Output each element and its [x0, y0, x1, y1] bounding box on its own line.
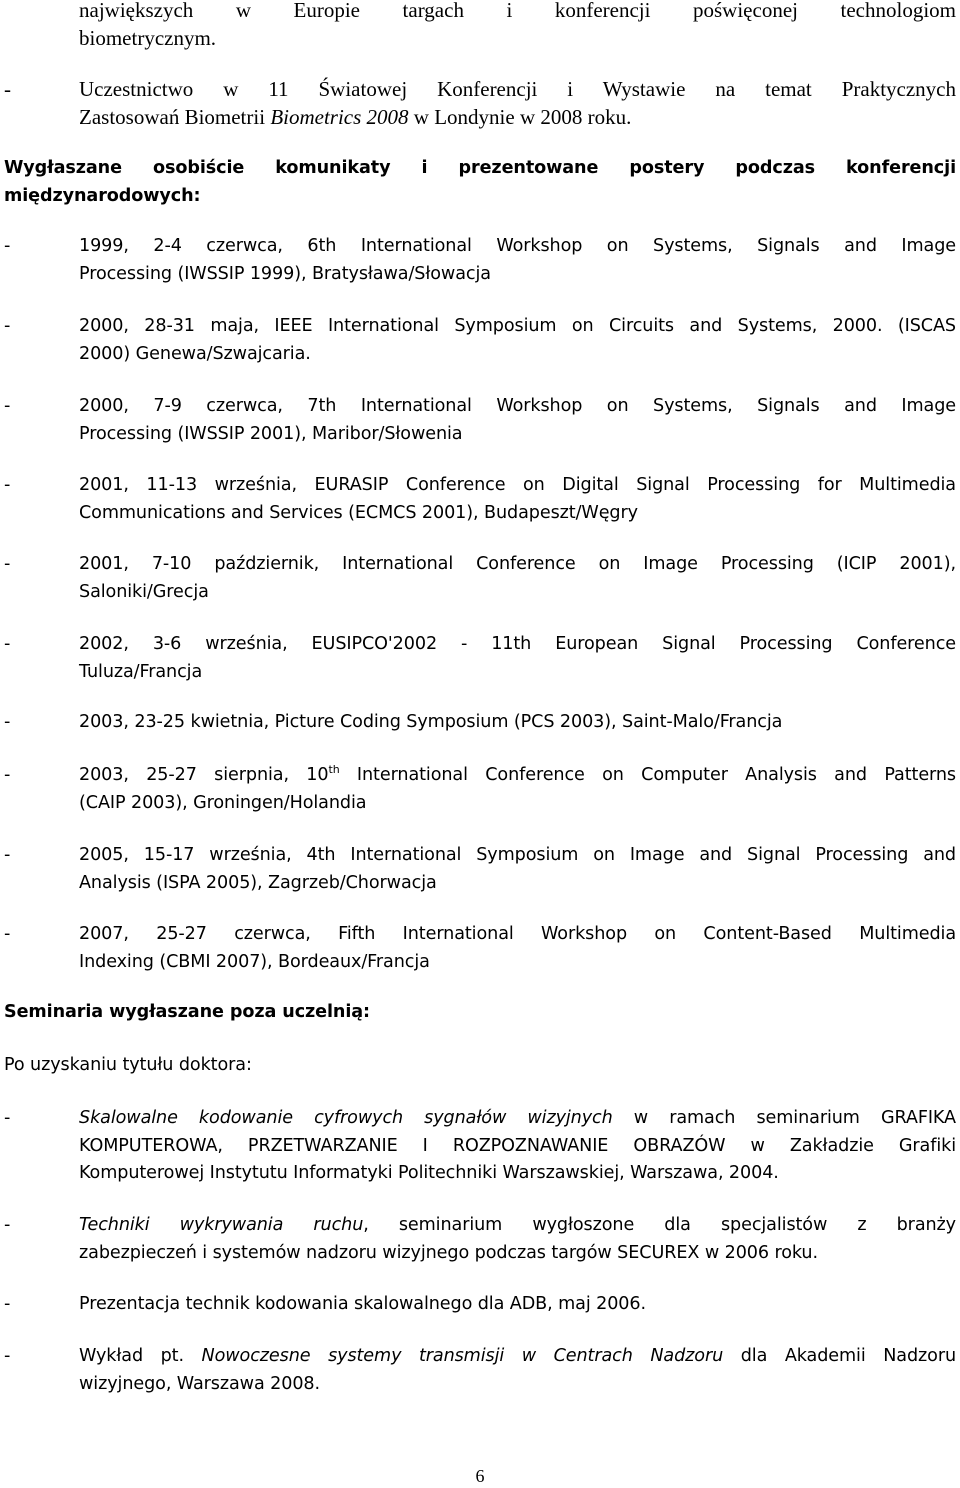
list-item-line: Processing (IWSSIP 2001), Maribor/Słowenia — [79, 423, 463, 444]
seminar-item — [4, 1105, 956, 1188]
italic-title: Techniki wykrywania ruchu — [79, 1215, 364, 1235]
list-item-line: wizyjnego, Warszawa 2008. — [79, 1373, 321, 1394]
list-dash: - — [4, 712, 11, 732]
heading-line: międzynarodowych: — [4, 185, 201, 206]
conference-item — [4, 472, 956, 527]
list-dash: - — [4, 1346, 11, 1366]
italic-title: Nowoczesne systemy transmisji w Centrach Nadzoru — [201, 1346, 724, 1366]
seminars-subheading: Po uzyskaniu tytułu doktora: — [4, 1055, 252, 1075]
conference-item — [4, 313, 956, 368]
list-item-line: KOMPUTEROWA, PRZETWARZANIE I ROZPOZNAWANIE OBRAZÓW w Zakładzie Grafiki — [79, 1135, 956, 1156]
list-dash: - — [4, 316, 11, 336]
top-fragment-line: największych w Europie targach i konferencji poświęconej technologiom — [79, 0, 956, 22]
seminar-item — [4, 1291, 956, 1319]
conferences-heading — [4, 155, 956, 210]
seminar-item — [4, 1212, 956, 1267]
list-item-line: 2000, 7-9 czerwca, 7th International Workshop on Systems, Signals and Image — [79, 396, 956, 416]
italic-title: Skalowalne kodowanie cyfrowych sygnałów wizyjnych — [79, 1108, 613, 1128]
list-dash: - — [4, 634, 11, 654]
list-dash: - — [4, 1108, 11, 1128]
list-dash: - — [4, 765, 11, 785]
list-item-line: 2003, 23-25 kwietnia, Picture Coding Symposium (PCS 2003), Saint-Malo/Francja — [79, 712, 783, 732]
superscript: th — [328, 763, 340, 776]
conference-item — [4, 921, 956, 976]
list-item-line: Komputerowej Instytutu Informatyki Politechniki Warszawskiej, Warszawa, 2004. — [79, 1163, 779, 1184]
list-item-line: Processing (IWSSIP 1999), Bratysława/Słowacja — [79, 263, 491, 284]
conference-item — [4, 709, 956, 737]
list-dash: - — [4, 77, 11, 101]
list-dash: - — [4, 1294, 11, 1314]
list-item-line: 1999, 2-4 czerwca, 6th International Workshop on Systems, Signals and Image — [79, 236, 956, 256]
list-item-line: 2000) Genewa/Szwajcaria. — [79, 343, 311, 364]
list-item-line: Indexing (CBMI 2007), Bordeaux/Francja — [79, 951, 430, 972]
list-item-line: (CAIP 2003), Groningen/Holandia — [79, 792, 367, 813]
page-number: 6 — [475, 1466, 485, 1486]
conference-item — [4, 762, 956, 817]
list-item-line: Wykład pt. Nowoczesne systemy transmisji w Centrach Nadzoru dla Akademii Nadzoru — [79, 1346, 956, 1366]
list-item-line: Skalowalne kodowanie cyfrowych sygnałów wizyjnych w ramach seminarium GRAFIKA — [79, 1108, 956, 1128]
list-item-line: Zastosowań Biometrii Biometrics 2008 w Londynie w 2008 roku. — [79, 105, 632, 129]
list-item-line: Uczestnictwo w 11 Światowej Konferencji i Wystawie na temat Praktycznych — [79, 77, 956, 101]
italic-title: Biometrics 2008 — [270, 105, 409, 129]
list-item-line: 2002, 3-6 września, EUSIPCO'2002 - 11th European Signal Processing Conference — [79, 634, 956, 654]
conference-item — [4, 631, 956, 686]
seminar-item — [4, 1343, 956, 1398]
list-item-line: 2001, 11-13 września, EURASIP Conference on Digital Signal Processing for Multimedia — [79, 475, 956, 495]
list-item-line: Communications and Services (ECMCS 2001), Budapeszt/Węgry — [79, 502, 638, 523]
list-item-line: 2001, 7-10 październik, International Conference on Image Processing (ICIP 2001), — [79, 554, 956, 574]
conference-item — [4, 842, 956, 897]
list-item-line: zabezpieczeń i systemów nadzoru wizyjnego podczas targów SECUREX w 2006 roku. — [79, 1242, 818, 1263]
conference-item — [4, 233, 956, 288]
list-item-line: 2003, 25-27 sierpnia, 10th International Conference on Computer Analysis and Patterns — [79, 763, 956, 785]
list-dash: - — [4, 236, 11, 256]
heading-line: Wygłaszane osobiście komunikaty i prezentowane postery podczas konferencji — [4, 158, 956, 178]
list-dash: - — [4, 1215, 11, 1235]
list-item-line: 2000, 28-31 maja, IEEE International Symposium on Circuits and Systems, 2000. (ISCAS — [79, 316, 956, 336]
list-item-line: Tuluza/Francja — [79, 661, 203, 682]
list-dash: - — [4, 475, 11, 495]
list-item-line: 2005, 15-17 września, 4th International Symposium on Image and Signal Processing and — [79, 845, 956, 865]
list-item-line: Analysis (ISPA 2005), Zagrzeb/Chorwacja — [79, 872, 437, 893]
top-fragment — [4, 0, 956, 52]
list-item-line: Prezentacja technik kodowania skalowalnego dla ADB, maj 2006. — [79, 1294, 646, 1314]
list-item-line: Saloniki/Grecja — [79, 581, 209, 602]
top-fragment-line: biometrycznym. — [79, 26, 217, 50]
list-item — [4, 75, 956, 131]
list-dash: - — [4, 924, 11, 944]
seminars-heading: Seminaria wygłaszane poza uczelnią: — [4, 1002, 370, 1022]
list-dash: - — [4, 845, 11, 865]
conference-item — [4, 393, 956, 448]
list-dash: - — [4, 396, 11, 416]
list-item-line: Techniki wykrywania ruchu, seminarium wygłoszone dla specjalistów z branży — [79, 1215, 956, 1235]
list-dash: - — [4, 554, 11, 574]
list-item-line: 2007, 25-27 czerwca, Fifth International Workshop on Content-Based Multimedia — [79, 924, 956, 944]
conference-item — [4, 551, 956, 606]
